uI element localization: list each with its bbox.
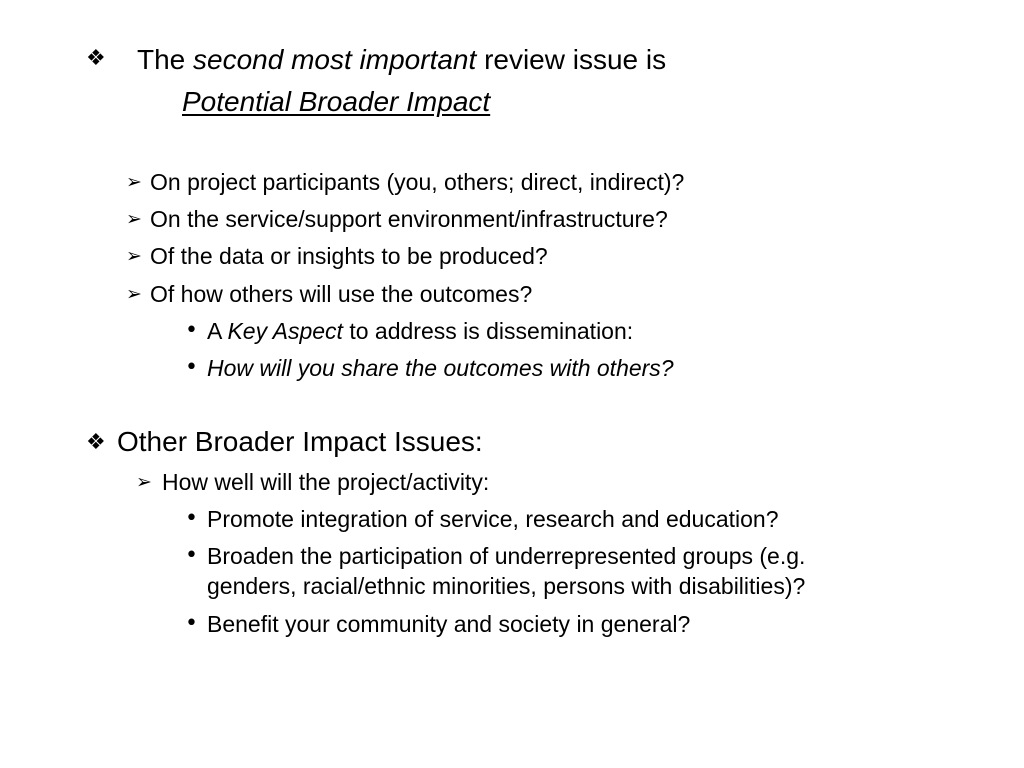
list-item-continuation: genders, racial/ethnic minorities, persons with disabilities)?: [207, 573, 806, 599]
section1-heading-suffix: review issue is: [484, 44, 667, 75]
list-item: How well will the project/activity:: [162, 469, 490, 495]
dot-bullet-icon: •: [185, 318, 198, 343]
list-item: On the service/support environment/infrastructure?: [150, 206, 668, 232]
arrowhead-bullet-icon: ➢: [126, 283, 142, 305]
subitem2-text: How will you share the outcomes with others?: [207, 355, 674, 381]
list-item: On project participants (you, others; direct, indirect)?: [150, 169, 685, 195]
section1-heading-emphasis: second most important: [193, 44, 477, 75]
diamond-bullet-icon: ❖: [86, 46, 106, 71]
list-item: [207, 355, 674, 382]
section1-subheading-text: Potential Broader Impact: [182, 86, 491, 117]
section1-heading-prefix: The: [137, 44, 186, 75]
arrowhead-bullet-icon: ➢: [126, 171, 142, 193]
dot-bullet-icon: •: [185, 355, 198, 380]
dot-bullet-icon: •: [185, 506, 198, 531]
subitem1-suffix: to address is dissemination:: [349, 318, 634, 344]
section1-subheading: [182, 86, 490, 118]
arrowhead-bullet-icon: ➢: [136, 471, 152, 493]
section1-heading: [137, 44, 666, 76]
arrowhead-bullet-icon: ➢: [126, 208, 142, 230]
list-item: Of how others will use the outcomes?: [150, 281, 533, 307]
list-item: Benefit your community and society in general?: [207, 611, 691, 637]
list-item: Promote integration of service, research and education?: [207, 506, 779, 532]
subitem1-emphasis: Key Aspect: [227, 318, 343, 344]
dot-bullet-icon: •: [185, 611, 198, 636]
list-item: Of the data or insights to be produced?: [150, 243, 548, 269]
subitem1-prefix: A: [207, 318, 222, 344]
list-item: Broaden the participation of underrepresented groups (e.g.: [207, 543, 806, 569]
section2-heading: Other Broader Impact Issues:: [117, 426, 483, 457]
arrowhead-bullet-icon: ➢: [126, 245, 142, 267]
dot-bullet-icon: •: [185, 543, 198, 568]
diamond-bullet-icon: ❖: [86, 430, 106, 455]
list-item: [207, 318, 633, 345]
